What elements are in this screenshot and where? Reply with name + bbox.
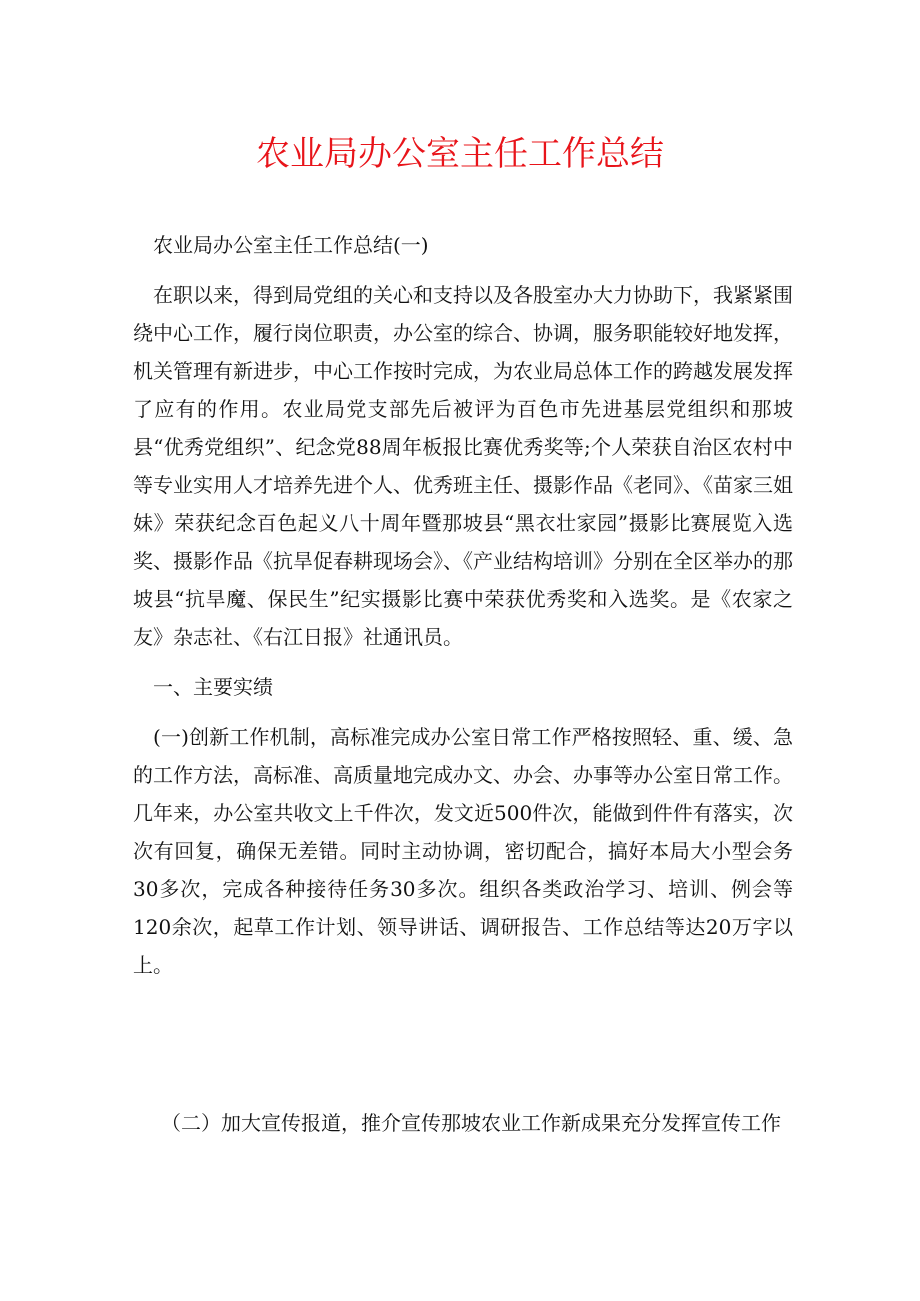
paragraph-work-mechanism: (一)创新工作机制，高标准完成办公室日常工作严格按照轻、重、缓、急的工作方法，高标准、高质量地完成办文、办会、办事等办公室日常工作。几年来，办公室共收文上千件次，发文近500件次，能做到件件有落实，次次有回复，确保无差错。同时主动协调，密切配合，搞好本局大小型会务30多次，完成各种接待任务30多次。组织各类政治学习、培训、例会等120余次，起草工作计划、领导讲话、调研报告、工作总结等达20万字以上。 [133,725,793,977]
paragraph-intro: 在职以来，得到局党组的关心和支持以及各股室办大力协助下，我紧紧围绕中心工作，履行岗位职责，办公室的综合、协调，服务职能较好地发挥，机关管理有新进步，中心工作按时完成，为农业局总体工作的跨越发展发挥了应有的作用。农业局党支部先后被评为百色市先进基层党组织和那坡县“优秀党组织”、纪念党88周年板报比赛优秀奖等;个人荣获自治区农村中等专业实用人才培养先进个人、优秀班主任、摄影作品《老同》、《苗家三姐妹》荣获纪念百色起义八十周年暨那坡县“黑衣壮家园”摄影比赛展览入选奖、摄影作品《抗旱促春耕现场会》、《产业结构培训》分别在全区举办的那坡县“抗旱魔、保民生”纪实摄影比赛中荣获优秀奖和入选奖。是《农家之友》杂志社、《右江日报》社通讯员。 [133,283,793,649]
document-body-continued [133,1104,793,1142]
section-heading-main-achievements: 一、主要实绩 [153,675,273,699]
document-title: 农业局办公室主任工作总结 [256,134,664,174]
document-subtitle: 农业局办公室主任工作总结(一) [153,233,429,257]
paragraph-publicity: （二）加大宣传报道，推介宣传那坡农业工作新成果充分发挥宣传工作 [161,1111,781,1135]
document-body [133,226,793,996]
